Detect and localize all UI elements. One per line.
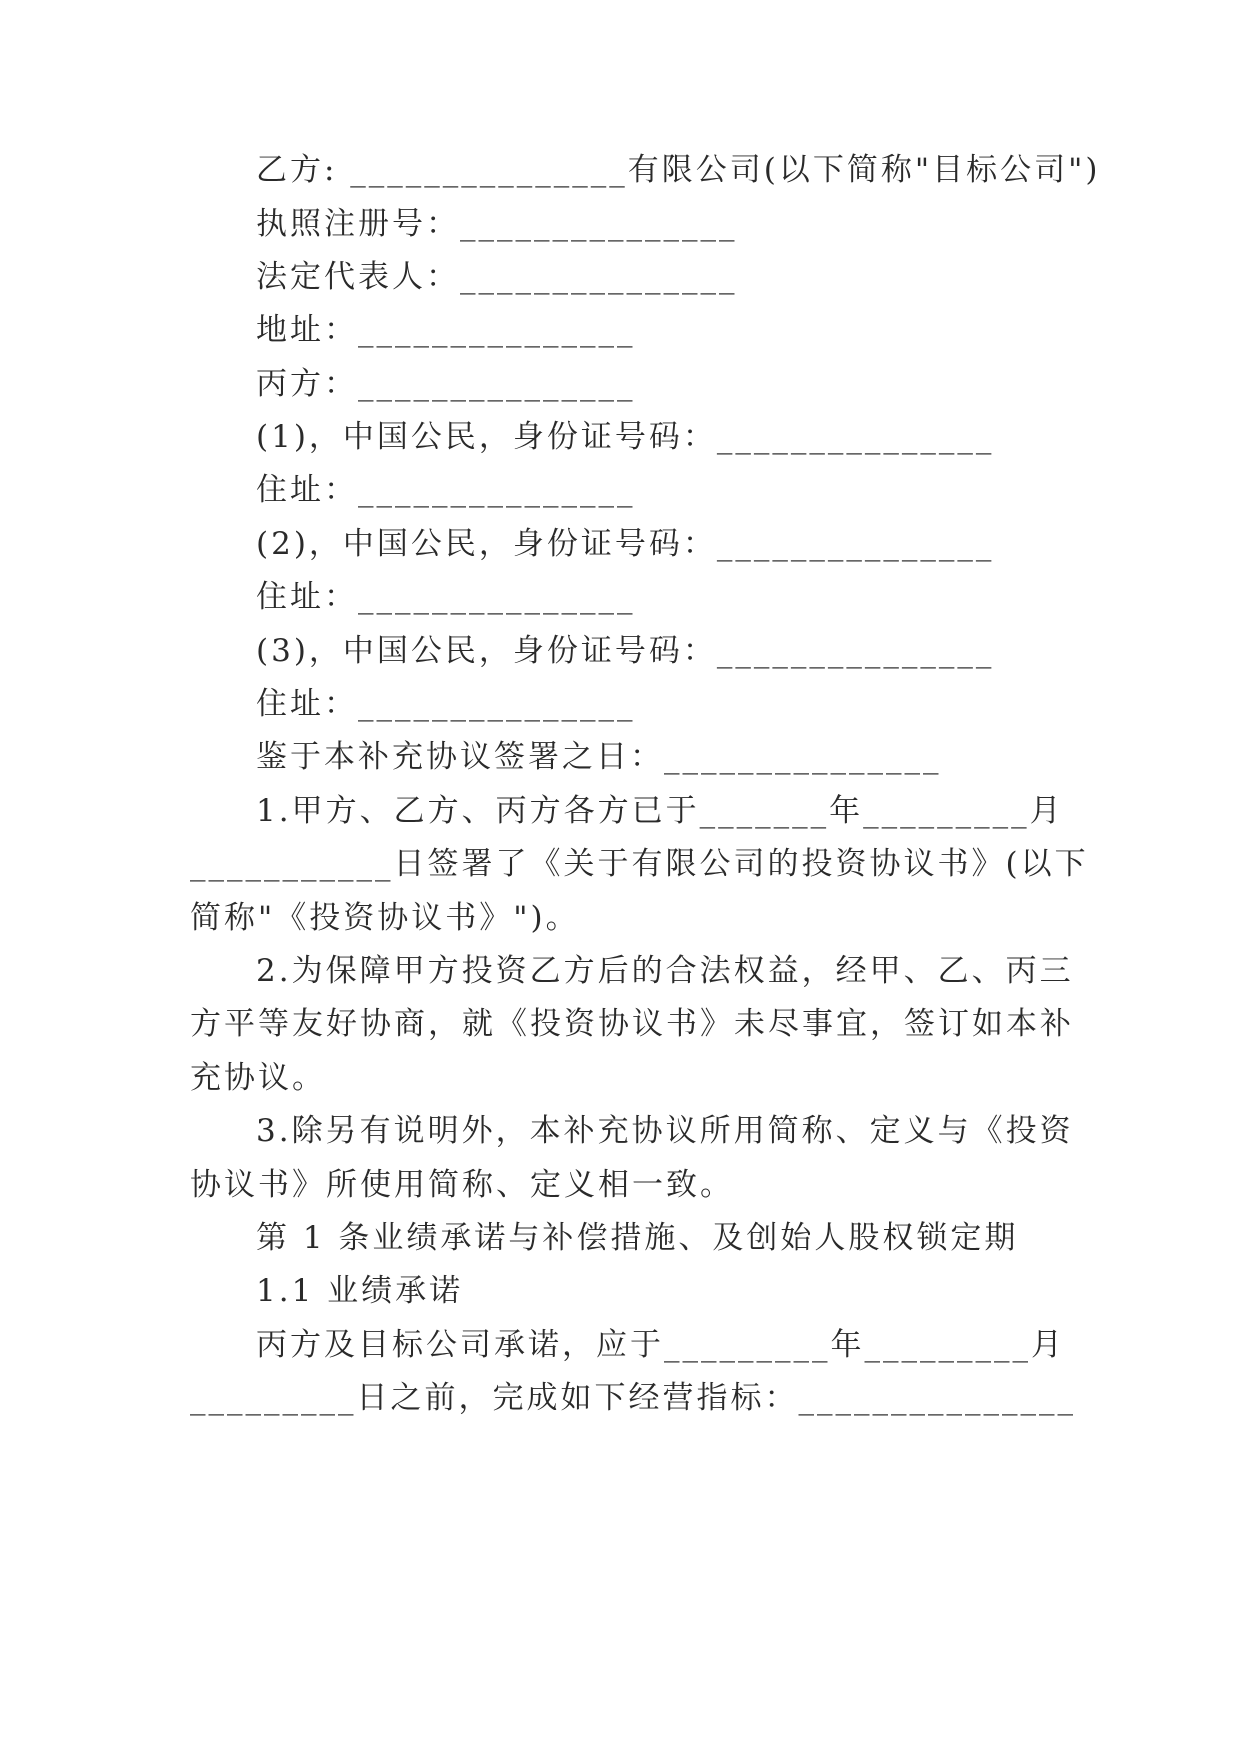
section-1-1-heading: 1.1 业绩承诺 <box>256 1273 464 1309</box>
recital-2-line-2: 方平等友好协商，就《投资协议书》未尽事宜，签订如本补 <box>190 1006 1074 1042</box>
recital-3-line-1: 3.除另有说明外，本补充协议所用简称、定义与《投资 <box>256 1113 1074 1149</box>
legal-representative-line: 法定代表人：_______________ <box>256 259 738 295</box>
recital-2-line-3: 充协议。 <box>190 1060 326 1096</box>
party-b-line: 乙方: _______________有限公司(以下简称"目标公司") <box>256 152 1101 188</box>
license-number-line: 执照注册号：_______________ <box>256 206 738 242</box>
citizen-2-residence-line: 住址：_______________ <box>256 579 636 615</box>
address-line: 地址：_______________ <box>256 312 636 348</box>
recital-1-line-1: 1.甲方、乙方、丙方各方已于_______年_________月 <box>256 793 1064 829</box>
signing-date-line: 鉴于本补充协议签署之日：_______________ <box>256 739 942 775</box>
article-1-heading: 第 1 条业绩承诺与补偿措施、及创始人股权锁定期 <box>256 1220 1019 1256</box>
recital-2-line-1: 2.为保障甲方投资乙方后的合法权益，经甲、乙、丙三 <box>256 953 1074 989</box>
citizen-1-residence-line: 住址：_______________ <box>256 472 636 508</box>
citizen-3-id-line: (3)，中国公民，身份证号码：_______________ <box>256 633 995 669</box>
recital-3-line-2: 协议书》所使用简称、定义相一致。 <box>190 1167 734 1203</box>
citizen-3-residence-line: 住址：_______________ <box>256 686 636 722</box>
commitment-line-1: 丙方及目标公司承诺，应于_________年_________月 <box>256 1327 1065 1363</box>
party-c-line: 丙方：_______________ <box>256 366 636 402</box>
citizen-1-id-line: (1)，中国公民，身份证号码：_______________ <box>256 419 995 455</box>
recital-1-line-2: ___________日签署了《关于有限公司的投资协议书》(以下 <box>190 846 1089 882</box>
recital-1-line-3: 简称"《投资协议书》")。 <box>190 900 580 936</box>
citizen-2-id-line: (2)，中国公民，身份证号码：_______________ <box>256 526 995 562</box>
commitment-line-2: _________日之前，完成如下经营指标：_______________ <box>190 1380 1076 1416</box>
